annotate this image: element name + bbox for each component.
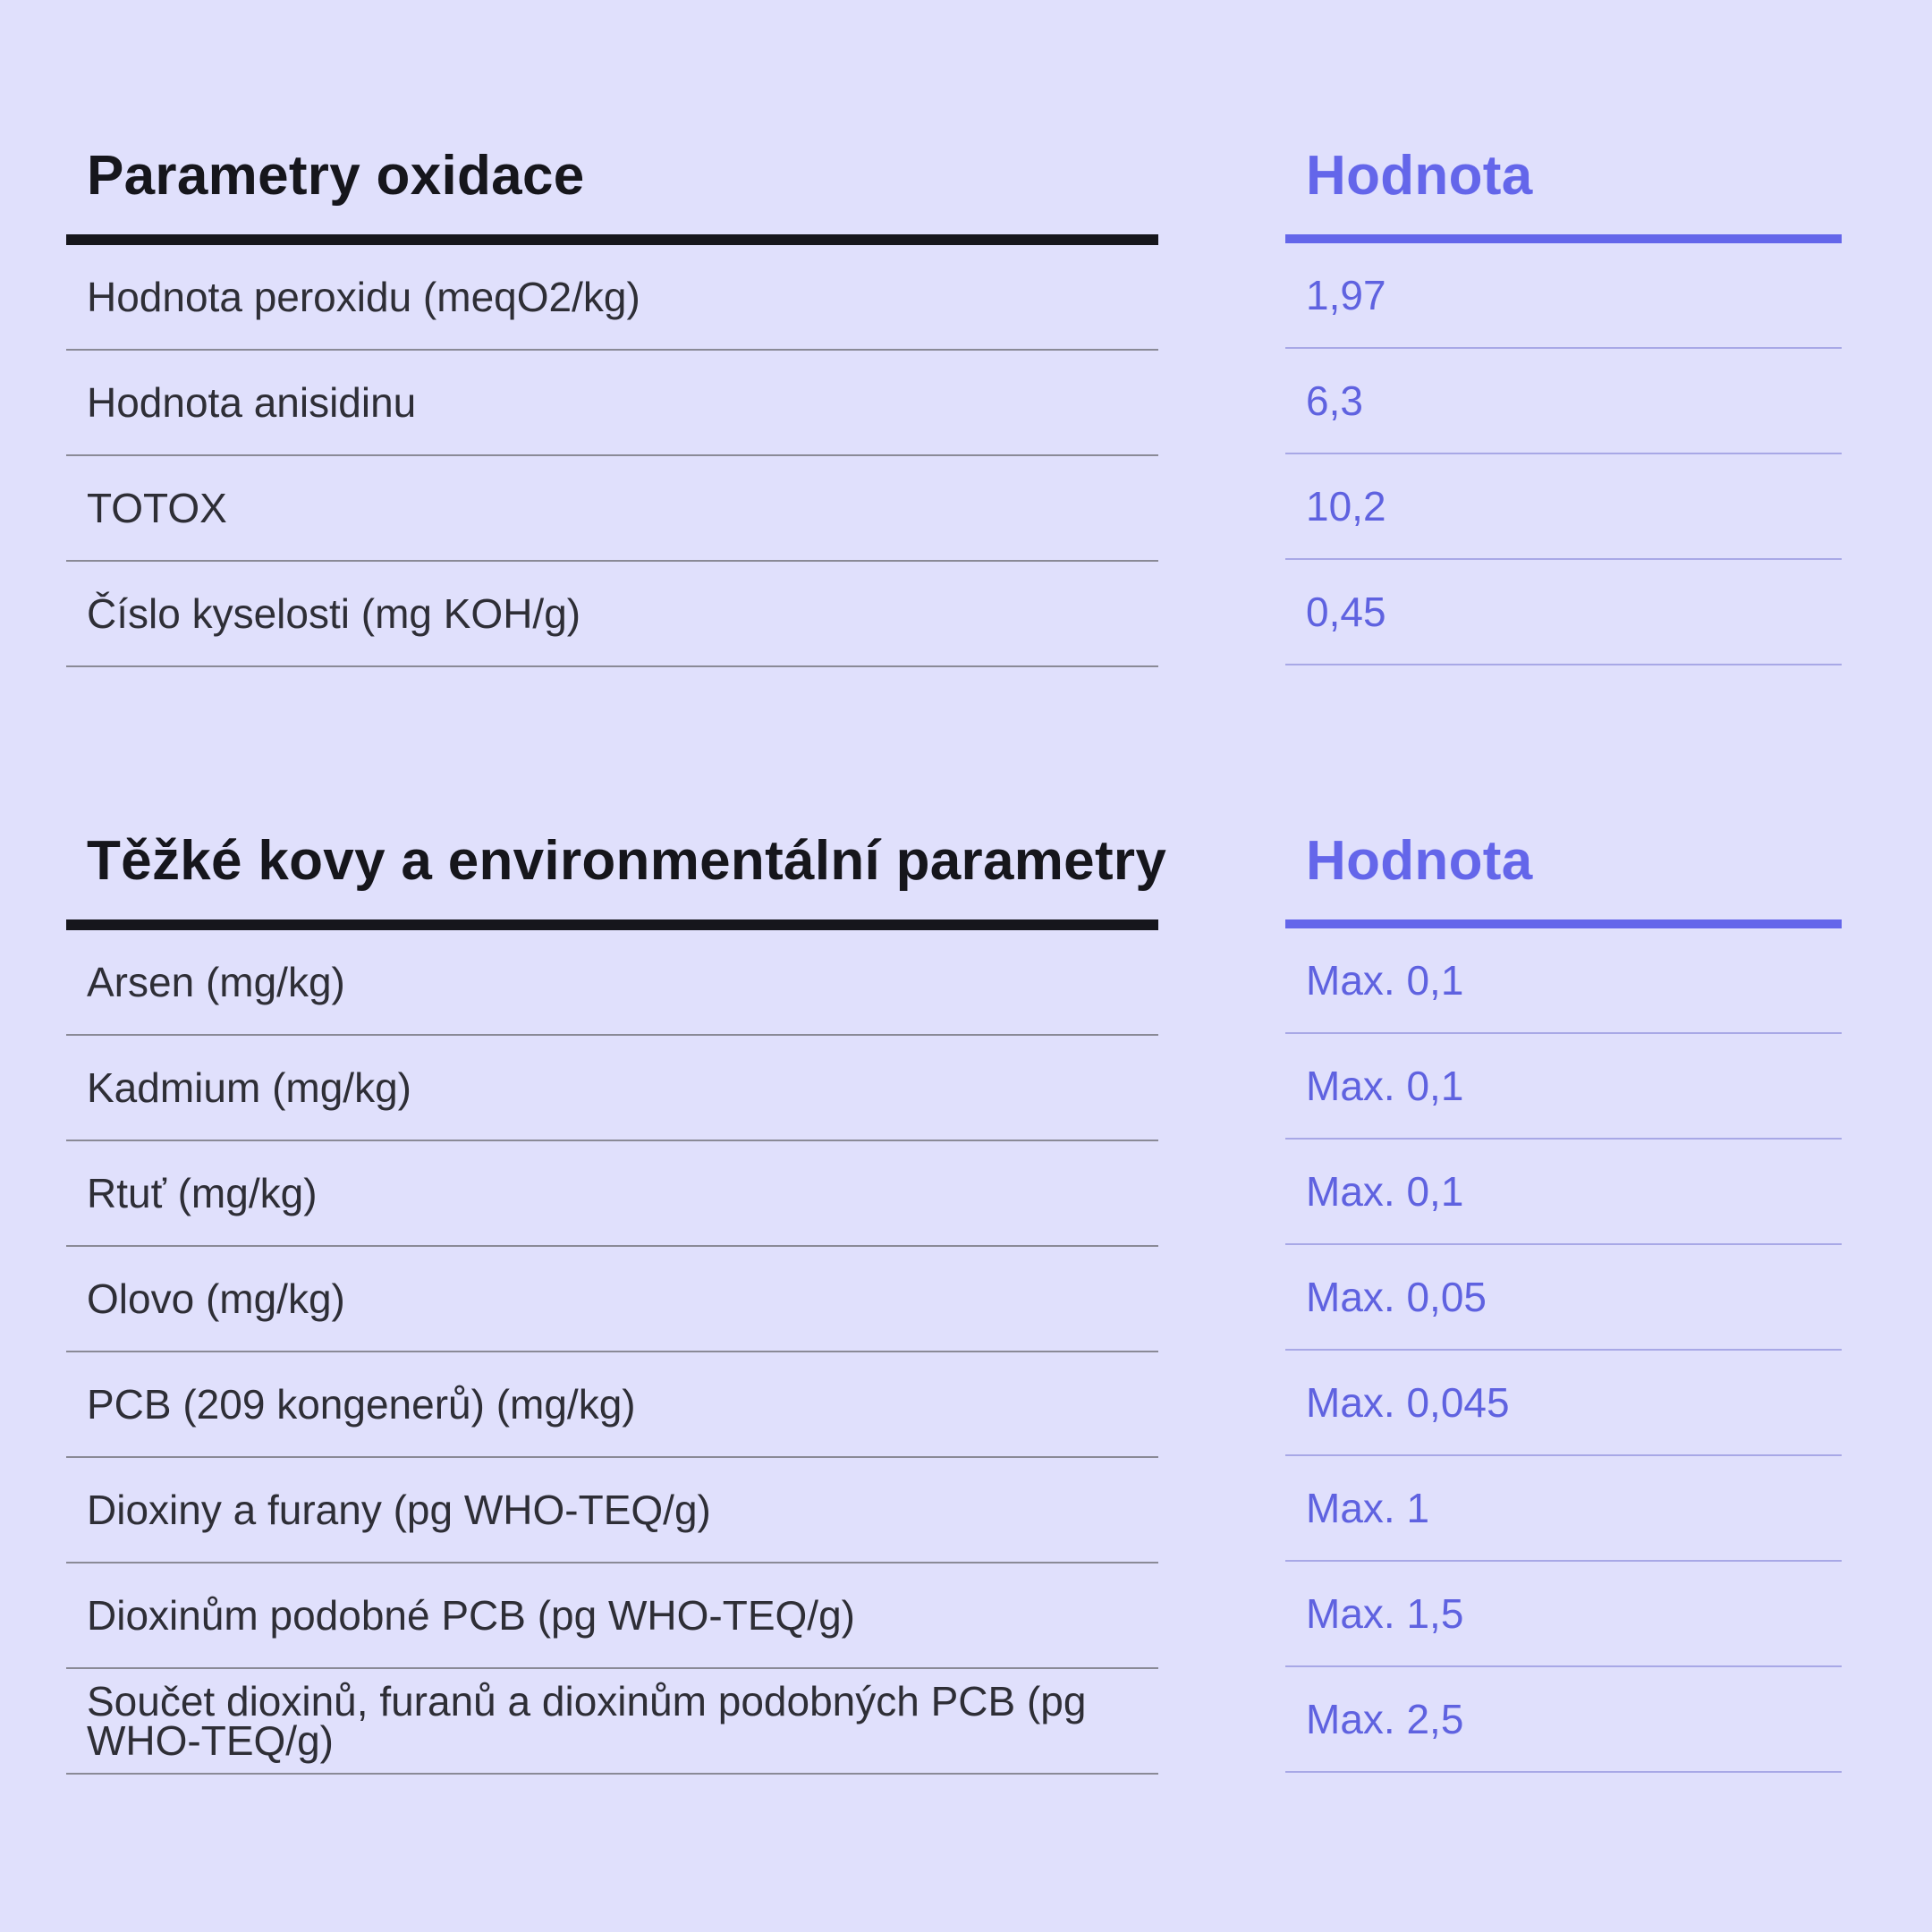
- parameter-value: 10,2: [1306, 483, 1386, 530]
- parameter-column: [66, 134, 1158, 667]
- value-heading-text: Hodnota: [1306, 145, 1533, 207]
- parameter-label: Číslo kyselosti (mg KOH/g): [87, 590, 581, 637]
- table-row: [66, 245, 1158, 351]
- table-row: [66, 456, 1158, 562]
- parameter-value: 0,45: [1306, 589, 1386, 635]
- value-row: [1285, 1562, 1842, 1667]
- parameter-label: Dioxinům podobné PCB (pg WHO-TEQ/g): [87, 1592, 855, 1639]
- table-row: [66, 930, 1158, 1036]
- table-heading: [66, 819, 1167, 930]
- table-row: [66, 562, 1158, 667]
- parameter-value: 1,97: [1306, 272, 1386, 318]
- parameter-label: Hodnota peroxidu (meqO2/kg): [87, 274, 640, 320]
- table-heading: [66, 134, 1158, 245]
- parameter-value: Max. 0,1: [1306, 1063, 1464, 1109]
- table-row: [66, 1247, 1158, 1352]
- parameter-value: Max. 1,5: [1306, 1590, 1464, 1637]
- parameter-label: PCB (209 kongenerů) (mg/kg): [87, 1381, 636, 1428]
- value-row: [1285, 1245, 1842, 1351]
- value-row: [1285, 1351, 1842, 1456]
- table-row: [66, 1036, 1158, 1141]
- value-row: [1285, 349, 1842, 454]
- parameter-value: 6,3: [1306, 377, 1363, 424]
- table-row: [66, 1141, 1158, 1247]
- table-row: [66, 1458, 1158, 1563]
- parameter-label: Součet dioxinů, furanů a dioxinům podobných PCB (pg WHO-TEQ/g): [87, 1678, 1087, 1764]
- parameter-value: Max. 0,1: [1306, 1168, 1464, 1215]
- parameter-label: Rtuť (mg/kg): [87, 1170, 318, 1216]
- parameter-column: [66, 819, 1167, 1775]
- value-row: [1285, 1456, 1842, 1562]
- value-row: [1285, 1140, 1842, 1245]
- value-column: [1285, 819, 1842, 1773]
- table-row: [66, 1352, 1158, 1458]
- value-row: [1285, 1034, 1842, 1140]
- parameter-value: Max. 0,1: [1306, 957, 1464, 1004]
- parameter-label: Hodnota anisidinu: [87, 379, 417, 426]
- value-heading-text: Hodnota: [1306, 830, 1533, 892]
- table-row: [66, 351, 1158, 456]
- value-heading: [1285, 134, 1842, 243]
- heading-text: Těžké kovy a environmentální parametry: [87, 830, 1167, 892]
- parameter-value: Max. 0,05: [1306, 1274, 1487, 1320]
- parameter-label: TOTOX: [87, 485, 227, 531]
- parameter-label: Dioxiny a furany (pg WHO-TEQ/g): [87, 1487, 711, 1533]
- value-row: [1285, 560, 1842, 665]
- parameter-label: Olovo (mg/kg): [87, 1275, 345, 1322]
- value-heading: [1285, 819, 1842, 928]
- value-row: [1285, 928, 1842, 1034]
- value-column: [1285, 134, 1842, 665]
- parameter-label: Kadmium (mg/kg): [87, 1064, 411, 1111]
- parameter-value: Max. 0,045: [1306, 1379, 1510, 1426]
- value-row: [1285, 1667, 1842, 1773]
- table-row: [66, 1563, 1158, 1669]
- parameter-label: Arsen (mg/kg): [87, 959, 345, 1005]
- heading-text: Parametry oxidace: [87, 145, 585, 207]
- value-row: [1285, 454, 1842, 560]
- parameter-value: Max. 2,5: [1306, 1696, 1464, 1742]
- table-row: [66, 1669, 1158, 1775]
- value-row: [1285, 243, 1842, 349]
- parameter-value: Max. 1: [1306, 1485, 1430, 1531]
